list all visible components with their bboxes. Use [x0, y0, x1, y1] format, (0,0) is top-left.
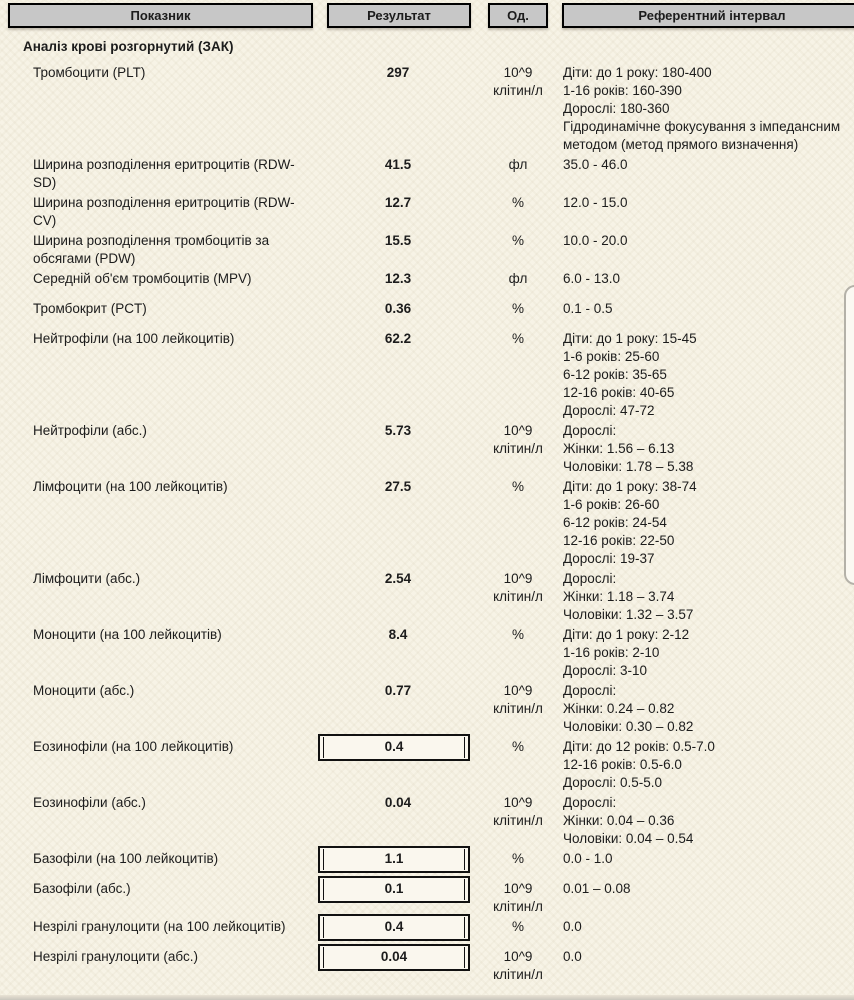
result-value: 27.5: [384, 479, 412, 494]
unit-line: клітин/л: [493, 899, 543, 914]
unit-line: 10^9: [503, 571, 533, 586]
indicator-name: Моноцити (абс.): [33, 683, 135, 698]
indicator-name: Моноцити (на 100 лейкоцитів): [33, 627, 222, 642]
result-value: 0.36: [384, 301, 412, 316]
unit-cell: [478, 738, 558, 756]
table-row: [0, 300, 854, 328]
reference-line: 6-12 років: 35-65: [563, 367, 667, 382]
reference-line: 0.0: [563, 919, 582, 934]
reference-interval-cell: [563, 270, 851, 288]
table-row: [0, 794, 854, 848]
unit-line: клітин/л: [493, 589, 543, 604]
indicator-name: Лімфоцити (на 100 лейкоцитів): [33, 479, 228, 494]
reference-line: 12-16 років: 0.5-6.0: [563, 757, 682, 772]
table-row: [0, 270, 854, 298]
indicator-name: Базофіли (абс.): [33, 881, 131, 896]
result-cell: [318, 918, 478, 941]
result-value: 41.5: [384, 157, 412, 172]
reference-line: Дорослі: 0.5-5.0: [563, 775, 662, 790]
reference-line: Жінки: 1.56 – 6.13: [563, 441, 675, 456]
reference-line: Чоловіки: 0.30 – 0.82: [563, 719, 694, 734]
reference-interval-cell: [563, 794, 851, 848]
reference-interval-cell: [563, 850, 851, 868]
reference-interval-cell: [563, 194, 851, 212]
result-cell: [318, 422, 478, 440]
reference-line: Діти: до 1 року: 38-74: [563, 479, 697, 494]
unit-line: %: [511, 195, 524, 210]
indicator-name: Ширина розподілення тромбоцитів за обсягами (PDW): [33, 233, 270, 266]
indicator-name: Ширина розподілення еритроцитів (RDW-CV): [33, 195, 295, 228]
indicator-name: Тромбокрит (PCT): [33, 301, 147, 316]
indicator-name: Еозинофіли (абс.): [33, 795, 146, 810]
table-row: [0, 478, 854, 568]
reference-line: Дорослі:: [563, 423, 617, 438]
table-row: [0, 850, 854, 878]
reference-line: 12.0 - 15.0: [563, 195, 628, 210]
unit-line: клітин/л: [493, 967, 543, 982]
result-value: 0.4: [323, 737, 465, 758]
reference-line: Діти: до 1 року: 2-12: [563, 627, 690, 642]
result-cell: [318, 64, 478, 82]
unit-line: %: [511, 331, 524, 346]
table-row: [0, 156, 854, 192]
unit-line: фл: [508, 157, 528, 172]
result-cell: [318, 156, 478, 174]
indicator-name: Незрілі гранулоцити (абс.): [33, 949, 198, 964]
reference-line: Жінки: 0.04 – 0.36: [563, 813, 675, 828]
column-header-units: Од.: [488, 3, 548, 28]
reference-interval-cell: [563, 918, 851, 936]
result-value: 1.1: [323, 849, 465, 870]
reference-line: 1-16 років: 2-10: [563, 645, 660, 660]
reference-line: Діти: до 12 років: 0.5-7.0: [563, 739, 715, 754]
unit-line: %: [511, 919, 524, 934]
reference-interval-cell: [563, 570, 851, 624]
result-box: [318, 876, 470, 903]
result-value: 12.7: [384, 195, 412, 210]
scrollbar-thumb[interactable]: [844, 285, 854, 585]
reference-line: 6-12 років: 24-54: [563, 515, 667, 530]
result-value: 297: [386, 65, 410, 80]
result-value: 0.77: [384, 683, 412, 698]
reference-line: Дорослі: 19-37: [563, 551, 655, 566]
unit-cell: [478, 794, 558, 830]
unit-line: 10^9: [503, 881, 533, 896]
table-row: [0, 948, 854, 984]
reference-interval-cell: [563, 478, 851, 568]
unit-line: %: [511, 627, 524, 642]
unit-cell: [478, 270, 558, 288]
result-cell: [318, 682, 478, 700]
reference-interval-cell: [563, 948, 851, 966]
unit-cell: [478, 300, 558, 318]
reference-line: 0.0: [563, 949, 582, 964]
result-box: [318, 944, 470, 971]
table-row: [0, 880, 854, 916]
table-row: [0, 570, 854, 624]
indicator-name: Нейтрофіли (абс.): [33, 423, 147, 438]
results-table-body: [0, 64, 854, 986]
unit-line: 10^9: [503, 683, 533, 698]
column-header-result: Результат: [327, 3, 471, 28]
table-row: [0, 232, 854, 268]
unit-line: клітин/л: [493, 813, 543, 828]
result-cell: [318, 232, 478, 250]
result-value: 0.1: [323, 879, 465, 900]
column-header-reference-interval: Референтний інтервал: [562, 3, 854, 28]
result-value: 0.4: [323, 917, 465, 938]
reference-line: Дорослі:: [563, 683, 617, 698]
unit-line: %: [511, 233, 524, 248]
result-cell: [318, 626, 478, 644]
result-value: 8.4: [388, 627, 408, 642]
result-cell: [318, 850, 478, 873]
reference-interval-cell: [563, 64, 851, 154]
unit-cell: [478, 478, 558, 496]
reference-line: 6.0 - 13.0: [563, 271, 621, 286]
reference-interval-cell: [563, 300, 851, 318]
indicator-name: Нейтрофіли (на 100 лейкоцитів): [33, 331, 235, 346]
unit-cell: [478, 232, 558, 250]
reference-line: 35.0 - 46.0: [563, 157, 628, 172]
unit-line: 10^9: [503, 423, 533, 438]
unit-line: клітин/л: [493, 83, 543, 98]
unit-line: клітин/л: [493, 441, 543, 456]
bottom-edge-strip: [0, 995, 854, 1000]
indicator-name: Ширина розподілення еритроцитів (RDW-SD): [33, 157, 295, 190]
indicator-name: Середній об'єм тромбоцитів (MPV): [33, 271, 252, 286]
reference-line: 0.0 - 1.0: [563, 851, 613, 866]
unit-cell: [478, 948, 558, 984]
table-row: [0, 330, 854, 420]
table-row: [0, 918, 854, 946]
reference-line: Жінки: 0.24 – 0.82: [563, 701, 675, 716]
result-cell: [318, 330, 478, 348]
reference-interval-cell: [563, 682, 851, 736]
unit-cell: [478, 850, 558, 868]
result-cell: [318, 880, 478, 903]
reference-line: Жінки: 1.18 – 3.74: [563, 589, 675, 604]
reference-line: Чоловіки: 1.78 – 5.38: [563, 459, 694, 474]
reference-line: Діти: до 1 року: 15-45: [563, 331, 697, 346]
table-row: [0, 682, 854, 736]
unit-cell: [478, 626, 558, 644]
unit-line: %: [511, 301, 524, 316]
indicator-name: Базофіли (на 100 лейкоцитів): [33, 851, 219, 866]
result-value: 62.2: [384, 331, 412, 346]
table-row: [0, 422, 854, 476]
unit-cell: [478, 156, 558, 174]
result-box: [318, 734, 470, 761]
result-cell: [318, 300, 478, 318]
reference-interval-cell: [563, 156, 851, 174]
table-row: [0, 64, 854, 154]
reference-line: 1-6 років: 26-60: [563, 497, 660, 512]
result-value: 5.73: [384, 423, 412, 438]
result-value: 2.54: [384, 571, 412, 586]
unit-cell: [478, 330, 558, 348]
reference-interval-cell: [563, 422, 851, 476]
unit-line: 10^9: [503, 795, 533, 810]
unit-line: фл: [508, 271, 528, 286]
reference-line: Діти: до 1 року: 180-400: [563, 65, 712, 80]
result-cell: [318, 794, 478, 812]
result-cell: [318, 570, 478, 588]
reference-interval-cell: [563, 232, 851, 250]
unit-line: клітин/л: [493, 701, 543, 716]
unit-cell: [478, 570, 558, 606]
reference-line: 0.01 – 0.08: [563, 881, 631, 896]
unit-cell: [478, 880, 558, 916]
unit-cell: [478, 64, 558, 100]
reference-line: 10.0 - 20.0: [563, 233, 628, 248]
unit-line: %: [511, 739, 524, 754]
unit-line: %: [511, 851, 524, 866]
result-value: 0.04: [384, 795, 412, 810]
result-cell: [318, 948, 478, 971]
unit-line: 10^9: [503, 949, 533, 964]
reference-line: Гідродинамічне фокусування з імпедансним методом (метод прямого визначення): [563, 119, 841, 152]
result-box: [318, 846, 470, 873]
reference-line: 12-16 років: 22-50: [563, 533, 675, 548]
unit-line: 10^9: [503, 65, 533, 80]
indicator-name: Незрілі гранулоцити (на 100 лейкоцитів): [33, 919, 286, 934]
reference-interval-cell: [563, 330, 851, 420]
reference-interval-cell: [563, 738, 851, 792]
unit-cell: [478, 422, 558, 458]
result-cell: [318, 478, 478, 496]
reference-line: Дорослі: 3-10: [563, 663, 647, 678]
result-value: 12.3: [384, 271, 412, 286]
result-value: 0.04: [323, 947, 465, 968]
unit-cell: [478, 682, 558, 718]
result-cell: [318, 738, 478, 761]
reference-line: Дорослі: 47-72: [563, 403, 655, 418]
table-row: [0, 738, 854, 792]
indicator-name: Лімфоцити (абс.): [33, 571, 141, 586]
reference-line: 1-16 років: 160-390: [563, 83, 682, 98]
result-cell: [318, 194, 478, 212]
reference-line: 0.1 - 0.5: [563, 301, 613, 316]
reference-line: Дорослі:: [563, 571, 617, 586]
reference-line: Дорослі: 180-360: [563, 101, 670, 116]
reference-line: Чоловіки: 1.32 – 3.57: [563, 607, 694, 622]
reference-interval-cell: [563, 626, 851, 680]
unit-cell: [478, 194, 558, 212]
section-title: Аналіз крові розгорнутий (ЗАК): [23, 39, 234, 54]
indicator-name: Тромбоцити (PLT): [33, 65, 146, 80]
reference-line: Дорослі:: [563, 795, 617, 810]
result-value: 15.5: [384, 233, 412, 248]
unit-line: %: [511, 479, 524, 494]
reference-line: Чоловіки: 0.04 – 0.54: [563, 831, 694, 846]
table-row: [0, 626, 854, 680]
result-box: [318, 914, 470, 941]
reference-line: 12-16 років: 40-65: [563, 385, 675, 400]
column-header-indicator: Показник: [8, 3, 313, 28]
indicator-name: Еозинофіли (на 100 лейкоцитів): [33, 739, 234, 754]
reference-interval-cell: [563, 880, 851, 898]
table-row: [0, 194, 854, 230]
result-cell: [318, 270, 478, 288]
reference-line: 1-6 років: 25-60: [563, 349, 660, 364]
unit-cell: [478, 918, 558, 936]
